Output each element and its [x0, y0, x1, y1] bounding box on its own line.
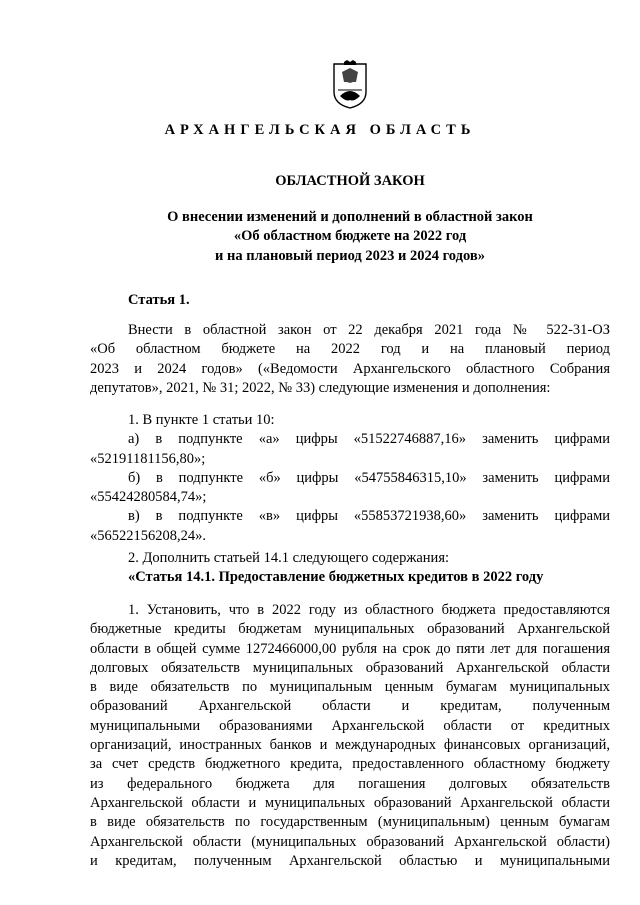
text-line: «52191181156,80»;: [90, 450, 206, 467]
text-line: «55424280584,74»;: [90, 489, 207, 506]
law-type-title: ОБЛАСТНОЙ ЗАКОН: [275, 173, 425, 189]
text-line: организаций, иностранных банков и международных финансовых организаций,: [90, 737, 610, 754]
coat-of-arms-icon: [330, 60, 370, 110]
text-line: депутатов», 2021, № 31; 2022, № 33) следующие изменения и дополнения:: [90, 379, 551, 396]
text-line: Архангельской области и муниципальных образований Архангельской области: [90, 794, 610, 811]
text-line: 2. Дополнить статьей 14.1 следующего содержания:: [128, 550, 450, 566]
article-14-1-heading: «Статья 14.1. Предоставление бюджетных кредитов в 2022 году: [128, 569, 544, 586]
article-intro-paragraph: [90, 321, 610, 398]
text-line: 2023 и 2024 годов» («Ведомости Архангельского областного Собрания: [90, 360, 610, 377]
text-line: области в общей сумме 1272466000,00 рубля на срок до пяти лет для погашения: [90, 640, 610, 657]
text-line: 1. Установить, что в 2022 году из областного бюджета предоставляются: [128, 602, 610, 618]
text-line: и кредитам, полученным Архангельской областью и муниципальными: [90, 852, 610, 869]
text-line: бюджетные кредиты бюджетам муниципальных образований Архангельской: [90, 621, 610, 638]
article-1-heading: Статья 1.: [128, 292, 190, 308]
law-subject: [90, 208, 610, 266]
text-line: образований Архангельской области и кредитам, полученным: [90, 698, 610, 715]
subject-line: и на плановый период 2023 и 2024 годов»: [215, 247, 485, 264]
text-line: в виде обязательств по государственным (муниципальным) ценным бумагам: [90, 814, 610, 831]
item-1: [90, 411, 610, 546]
text-line: б) в подпункте «б» цифры «54755846315,10» заменить цифрами: [128, 469, 610, 486]
text-line: за счет средств бюджетного кредита, предоставленного областному бюджету: [90, 756, 610, 773]
text-line: Архангельской области (муниципальных образований Архангельской области): [90, 833, 610, 850]
text-line: долговых обязательств муниципальных образований Архангельской области: [90, 659, 610, 676]
subject-line: О внесении изменений и дополнений в областной закон: [167, 209, 533, 225]
text-line: «Об областном бюджете на 2022 год и на плановый период: [90, 341, 610, 358]
subject-line: «Об областном бюджете на 2022 год: [233, 228, 467, 245]
text-line: а) в подпункте «а» цифры «51522746887,16» заменить цифрами: [128, 431, 610, 448]
text-line: муниципальными образованиями Архангельской области от кредитных: [90, 717, 610, 734]
text-line: в виде обязательств по муниципальным ценным бумагам муниципальных: [90, 679, 610, 696]
item-2: [90, 549, 610, 588]
text-line: из федерального бюджета для погашения долговых обязательств: [90, 775, 610, 792]
clause-1-paragraph: [90, 601, 610, 871]
text-line: Внести в областной закон от 22 декабря 2021 года № 522-31-ОЗ: [128, 322, 610, 338]
text-line: 1. В пункте 1 статьи 10:: [128, 412, 275, 428]
region-name: АРХАНГЕЛЬСКАЯ ОБЛАСТЬ: [164, 122, 476, 138]
text-line: в) в подпункте «в» цифры «55853721938,60» заменить цифрами: [128, 508, 610, 525]
text-line: «56522156208,24».: [90, 527, 206, 544]
